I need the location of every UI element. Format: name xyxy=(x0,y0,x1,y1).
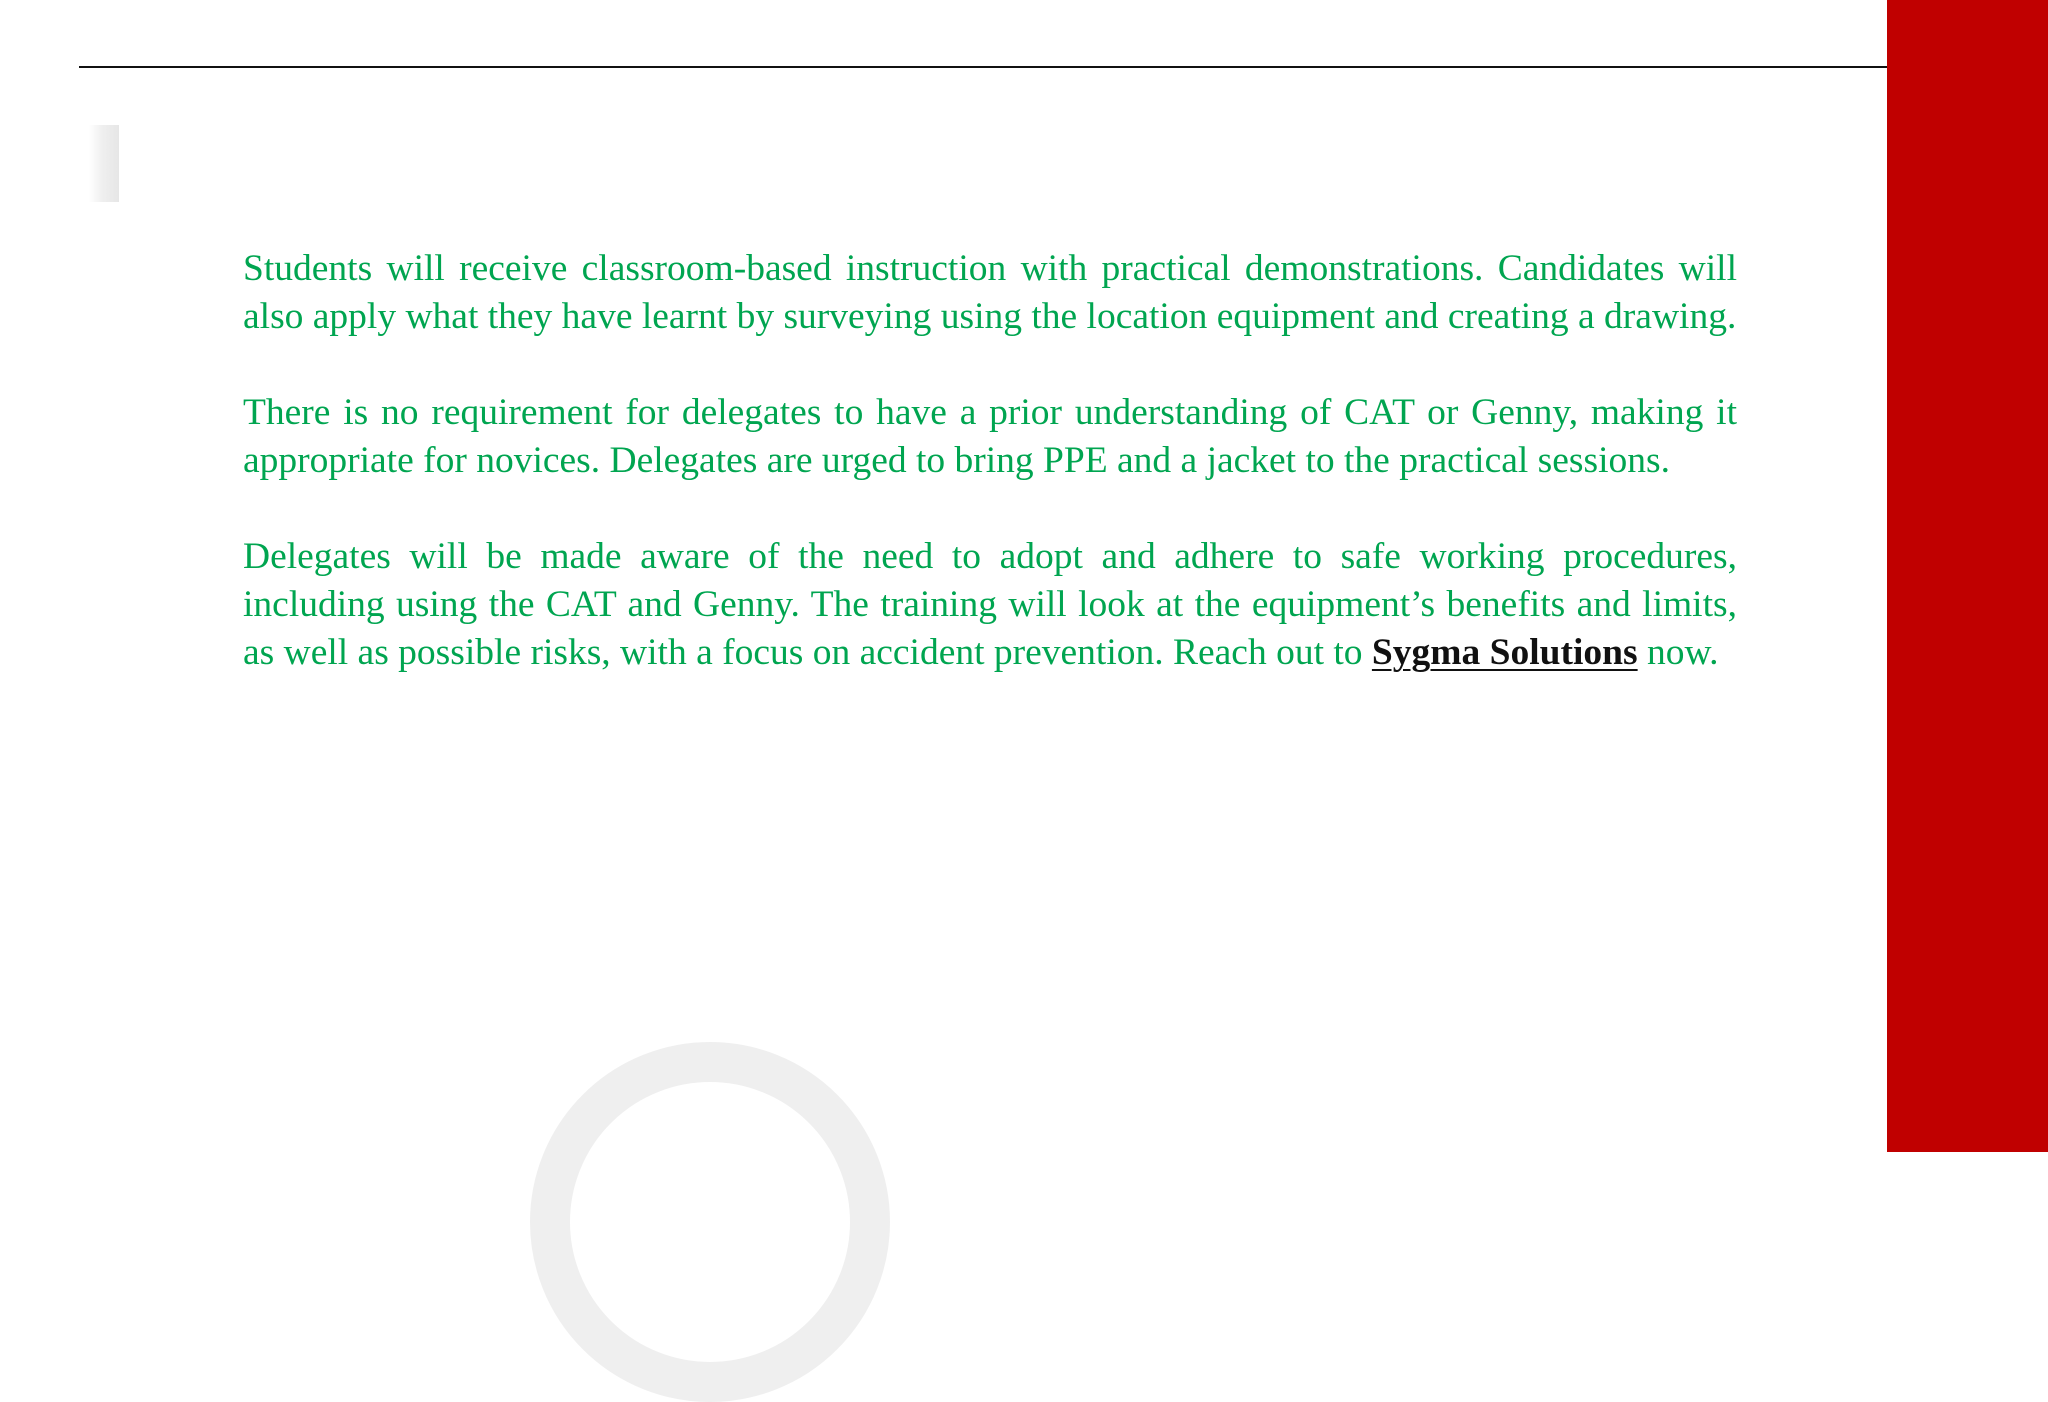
top-divider-line xyxy=(79,66,1887,68)
decorative-arc xyxy=(530,1042,890,1402)
sygma-solutions-link[interactable]: Sygma Solutions xyxy=(1371,632,1638,673)
body-text-block xyxy=(243,245,1737,677)
paragraph-safety-end: now. xyxy=(1637,632,1719,673)
left-decorative-tab xyxy=(89,125,119,202)
paragraph-requirements: There is no requirement for delegates to have a prior understanding of CAT or Genny, making it appropriate for novices. Delegates are urged to bring PPE and a jacket to the practical sessions. xyxy=(243,392,1737,481)
paragraph-course-format: Students will receive classroom-based instruction with practical demonstrations. Candidates will also apply what they have learnt by surveying using the location equipment and creating a drawing. xyxy=(243,248,1737,337)
paragraph-safety-text: Delegates will be made aware of the need to adopt and adhere to safe working procedures, including using the CAT and Genny. The training will look at the equipment’s benefits and limits, as well as possible risks, with a focus on accident prevention. Reach out to xyxy=(243,536,1737,673)
right-accent-band xyxy=(1887,0,2048,1152)
paragraph-safety xyxy=(243,533,1737,677)
